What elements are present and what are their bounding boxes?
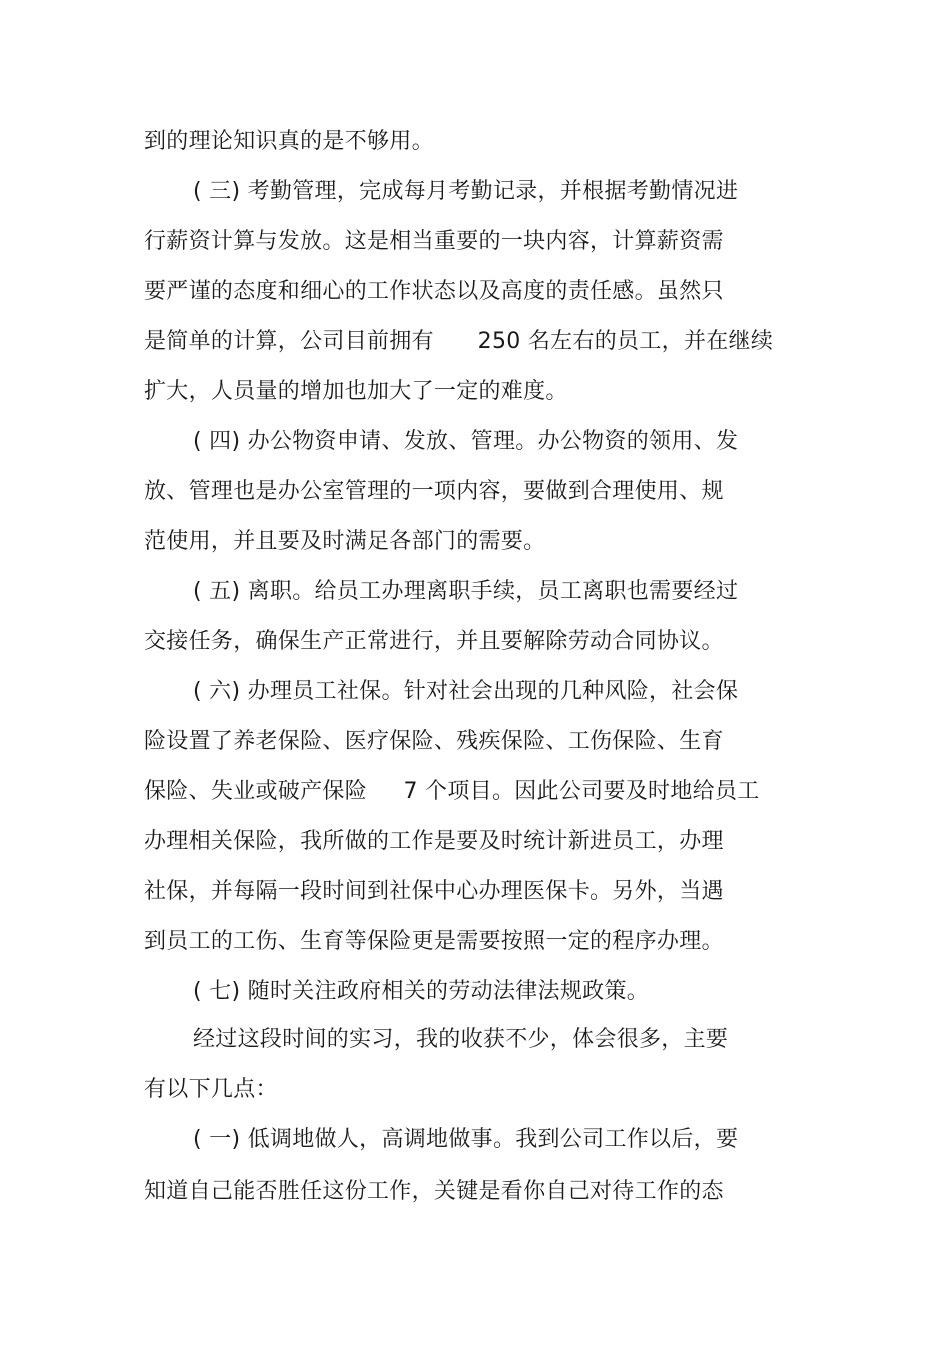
text-line: 经过这段时间的实习，我的收获不少，体会很多，主要 xyxy=(193,1027,729,1052)
text-line: 社保，并每隔一段时间到社保中心办理医保卡。另外，当遇 xyxy=(144,879,724,904)
text-line: 放、管理也是办公室管理的一项内容，要做到合理使用、规 xyxy=(144,479,724,504)
text-line: ( 一) 低调地做人，高调地做事。我到公司工作以后，要 xyxy=(193,1127,739,1152)
text-line: 是简单的计算，公司目前拥有 250 名左右的员工，并在继续 xyxy=(144,329,774,354)
text-line: 保险、失业或破产保险 7 个项目。因此公司要及时地给员工 xyxy=(144,779,760,804)
text-line: 险设置了养老保险、医疗保险、残疾保险、工伤保险、生育 xyxy=(144,729,724,754)
text-line: ( 五) 离职。给员工办理离职手续，员工离职也需要经过 xyxy=(193,579,739,604)
text-line: ( 七) 随时关注政府相关的劳动法律法规政策。 xyxy=(193,979,650,1004)
text-line: 要严谨的态度和细心的工作状态以及高度的责任感。虽然只 xyxy=(144,279,724,304)
text-line: 范使用，并且要及时满足各部门的需要。 xyxy=(144,529,546,554)
text-line: 到员工的工伤、生育等保险更是需要按照一定的程序办理。 xyxy=(144,929,724,954)
text-line: ( 四) 办公物资申请、发放、管理。办公物资的领用、发 xyxy=(193,429,739,454)
text-line: 行薪资计算与发放。这是相当重要的一块内容，计算薪资需 xyxy=(144,229,724,254)
text-line: 扩大，人员量的增加也加大了一定的难度。 xyxy=(144,379,568,404)
text-line: 办理相关保险，我所做的工作是要及时统计新进员工，办理 xyxy=(144,829,724,854)
text-line: 到的理论知识真的是不够用。 xyxy=(144,129,434,154)
text-line: 知道自己能否胜任这份工作，关键是看你自己对待工作的态 xyxy=(144,1179,724,1204)
text-line: 交接任务，确保生产正常进行，并且要解除劳动合同协议。 xyxy=(144,629,724,654)
text-line: 有以下几点： xyxy=(144,1077,278,1102)
text-line: ( 六) 办理员工社保。针对社会出现的几种风险，社会保 xyxy=(193,679,739,704)
text-line: ( 三) 考勤管理，完成每月考勤记录，并根据考勤情况进 xyxy=(193,179,739,204)
